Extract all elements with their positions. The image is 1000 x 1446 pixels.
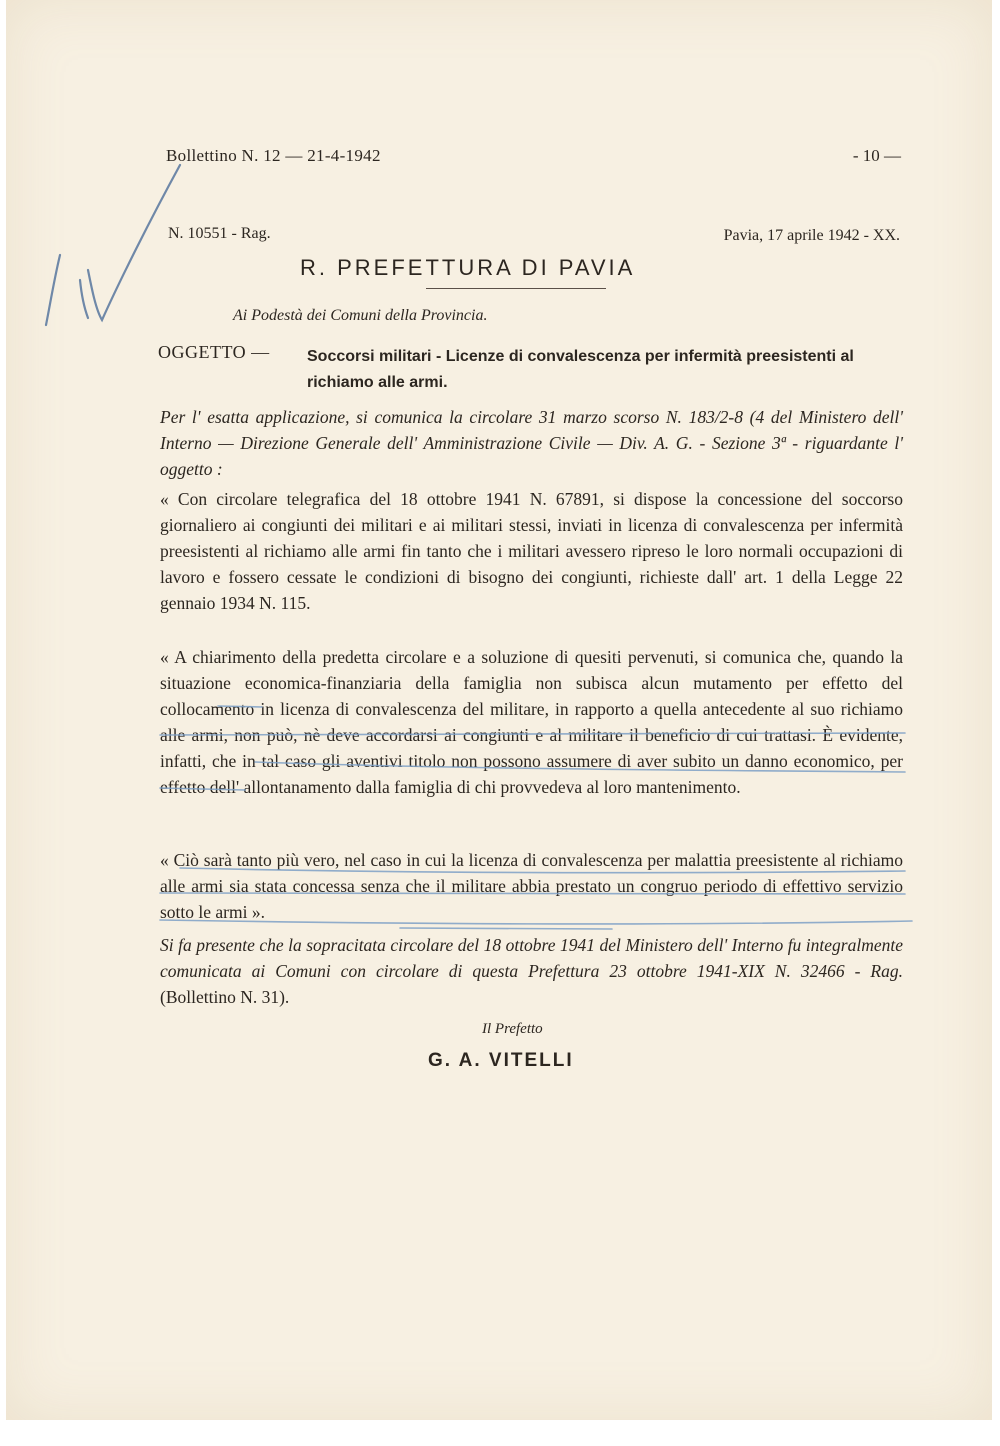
closing-text: Si fa presente che la sopracitata circolare del 18 ottobre 1941 del Ministero dell' Interno fu integralmente comunicata ai Comuni con circolare di questa Prefettura 23 ottobre 1941-XIX N. 32466 - Rag. [160, 935, 903, 981]
addressee: Ai Podestà dei Comuni della Provincia. [233, 307, 488, 324]
office-title: R. PREFETTURA DI PAVIA [300, 255, 636, 280]
circular-paragraph-1: « Con circolare telegrafica del 18 ottobre 1941 N. 67891, si dispose la concessione del soccorso giornaliero ai congiunti dei militari e ai militari stessi, inviati in licenza di convalescenza per infermità preesistenti al richiamo alle armi fin tanto che i militari avessero ripreso le loro normali occupazioni di lavoro e fossero cessate le condizioni di bisogno dei congiunti, richieste dall' art. 1 della Legge 22 gennaio 1934 N. 115. [160, 489, 903, 613]
handwritten-checkmark-icon [40, 160, 190, 330]
signer-title: Il Prefetto [482, 1021, 543, 1037]
bulletin-reference: Bollettino N. 12 — 21-4-1942 [166, 146, 381, 165]
signature-name: G. A. VITELLI [428, 1050, 574, 1071]
circular-paragraph-3: « Ciò sarà tanto più vero, nel caso in cui la licenza di convalescenza per malattia preesistente al richiamo alle armi sia stata concessa senza che il militare abbia prestato un congruo periodo di effettivo servizio sotto le armi ». [160, 850, 903, 922]
place-date: Pavia, 17 aprile 1942 - XX. [723, 227, 900, 244]
closing-reference: (Bollettino N. 31). [160, 986, 290, 1007]
page-number: - 10 — [852, 146, 901, 165]
intro-paragraph: Per l' esatta applicazione, si comunica la circolare 31 marzo scorso N. 183/2-8 (4 del Ministero dell' Interno — Direzione Generale dell' Amministrazione Civile — Div. A. G. - Sezione 3ª - riguardante l' oggetto : [160, 407, 903, 479]
bulletin-header [166, 146, 901, 168]
closing-paragraph [160, 933, 903, 1011]
subject-label: OGGETTO — [158, 342, 270, 362]
protocol-number: N. 10551 - Rag. [168, 225, 271, 242]
subject-text: Soccorsi militari - Licenze di convalescenza per infermità preesistenti al richiamo alle armi. [307, 348, 854, 391]
title-divider [426, 288, 606, 289]
circular-paragraph-2: « A chiarimento della predetta circolare e a soluzione di quesiti pervenuti, si comunica che, quando la situazione economica-finanziaria della famiglia non subisca alcun mutamento per effetto del collocamento in licenza di convalescenza del militare, in rapporto a quella antecedente al suo richiamo alle armi, non può, nè deve accordarsi ai congiunti e al militare il beneficio di cui trattasi. È evidente, infatti, che in tal caso gli aventivi titolo non possono assumere di aver subito un danno economico, per effetto dell' allontanamento dalla famiglia di chi provvedeva al loro mantenimento. [160, 647, 903, 797]
